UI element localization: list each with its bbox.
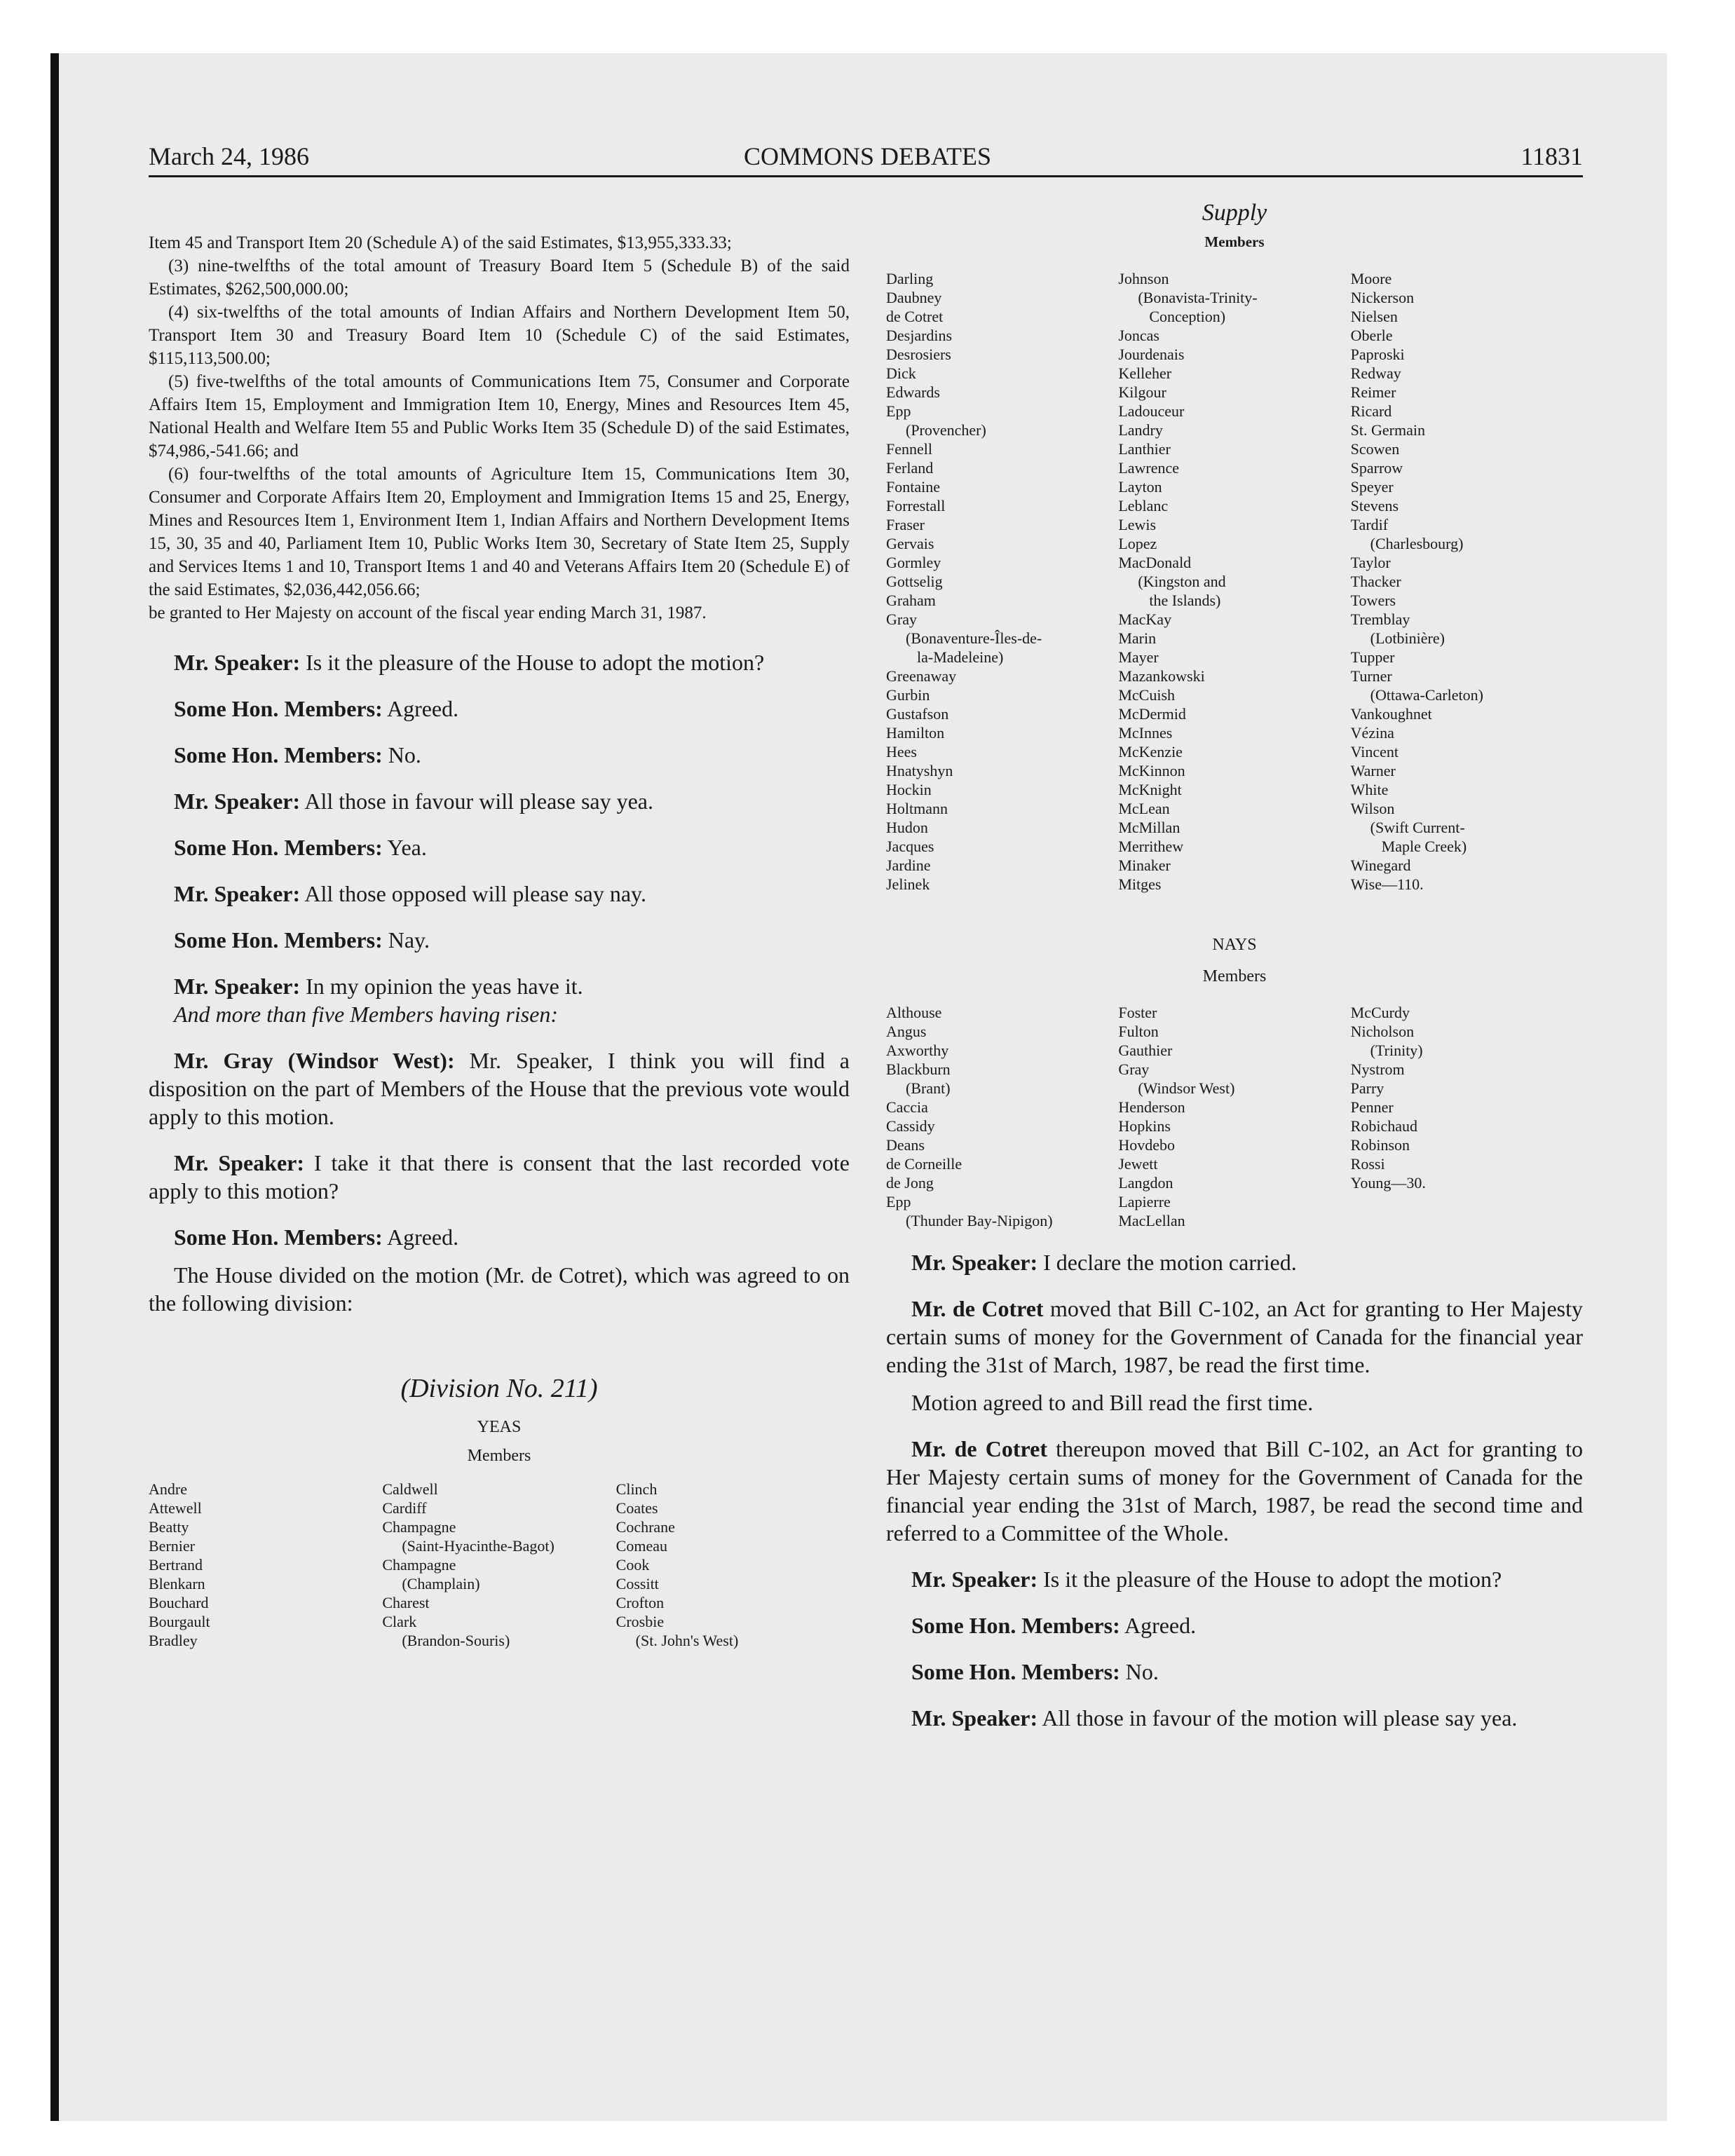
member-name: Landry	[1118, 421, 1163, 439]
member-name: (Kingston and	[1138, 573, 1226, 590]
member-name: Greenaway	[886, 667, 957, 685]
member-name: Hockin	[886, 781, 932, 798]
speaker-name: Mr. de Cotret	[911, 1436, 1048, 1461]
speech: Some Hon. Members: No.	[174, 742, 421, 767]
member-name: Clark	[382, 1613, 417, 1630]
member-name: Gray	[1118, 1060, 1150, 1078]
member-name: Darling	[886, 270, 934, 287]
member-name: MacDonald	[1118, 554, 1192, 571]
name-column	[886, 1003, 1118, 1230]
speaker-name: Mr. Speaker:	[174, 789, 301, 814]
member-name: (Swift Current-	[1370, 819, 1465, 836]
speech: Mr. de Cotret thereupon moved that Bill C-102, an Act for granting to Her Majesty certain sums of money for the Government of Canada for the financial year ending the 31st of March, 1987, be read the second time and referred to a Committee of the Whole.	[886, 1436, 1584, 1546]
member-name: Desrosiers	[886, 346, 951, 363]
member-name: (Bonaventure-Îles-de-	[906, 629, 1042, 647]
header-rule	[149, 175, 1583, 177]
member-name: (Charlesbourg)	[1370, 535, 1464, 552]
left-column	[149, 231, 850, 1650]
member-name: Bernier	[149, 1537, 195, 1555]
speaker-name: Mr. Speaker:	[911, 1250, 1038, 1275]
nays-heading: NAYS	[1212, 936, 1257, 954]
debate-right	[886, 1248, 1583, 1732]
member-name: (Bonavista-Trinity-	[1138, 289, 1258, 306]
member-name: (St. John's West)	[635, 1632, 739, 1649]
members-heading: Members	[467, 1447, 531, 1465]
member-name: Blackburn	[886, 1060, 951, 1078]
member-name: Bertrand	[149, 1556, 203, 1574]
member-name: McDermid	[1118, 705, 1186, 723]
speaker-name: Mr. Speaker:	[174, 1150, 305, 1175]
member-name: Crofton	[615, 1594, 665, 1611]
speech: Mr. Speaker: I take it that there is consent that the last recorded vote apply to this motion?	[149, 1150, 850, 1203]
estimates-item: (3) nine-twelfths of the total amount of Treasury Board Item 5 (Schedule B) of the said Estimates, $262,500,000.00;	[149, 257, 850, 299]
member-name: (Provencher)	[906, 421, 986, 439]
member-name: Vézina	[1350, 724, 1394, 742]
member-name: McCuish	[1118, 686, 1176, 704]
name-column	[382, 1480, 615, 1650]
member-name: Charest	[382, 1594, 430, 1611]
member-name: Gervais	[886, 535, 934, 552]
member-name: Penner	[1350, 1098, 1394, 1116]
member-name: Thacker	[1350, 573, 1401, 590]
speech: Some Hon. Members: Agreed.	[174, 1224, 459, 1250]
speaker-name: Mr. Speaker:	[174, 974, 301, 999]
speaker-name: Some Hon. Members:	[174, 927, 383, 953]
member-name: Merrithew	[1118, 838, 1184, 855]
member-name: Caldwell	[382, 1480, 438, 1498]
member-name: (Saint-Hyacinthe-Bagot)	[402, 1537, 554, 1555]
member-name: Jardine	[886, 857, 931, 874]
speech: Some Hon. Members: Nay.	[174, 927, 430, 953]
member-name: the Islands)	[1149, 592, 1221, 609]
speaker-name: Mr. Speaker:	[911, 1567, 1038, 1592]
name-column	[1351, 1003, 1583, 1230]
member-name: Towers	[1350, 592, 1396, 609]
scan-edge	[50, 53, 59, 2121]
member-name: St. Germain	[1350, 421, 1425, 439]
member-name: Coates	[615, 1499, 658, 1517]
member-name: Angus	[886, 1023, 927, 1040]
estimates-conclusion: be granted to Her Majesty on account of the fiscal year ending March 31, 1987.	[149, 603, 707, 622]
speaker-name: Mr. Speaker:	[911, 1705, 1038, 1731]
member-name: McMillan	[1118, 819, 1181, 836]
member-name: Winegard	[1350, 857, 1411, 874]
member-name: Layton	[1118, 478, 1162, 496]
section-title: Supply	[1202, 200, 1267, 226]
member-name: Cassidy	[886, 1117, 935, 1135]
member-name: (Champlain)	[402, 1575, 480, 1592]
member-name: Tremblay	[1350, 610, 1410, 628]
member-name: Jacques	[886, 838, 934, 855]
member-name: Cardiff	[382, 1499, 427, 1517]
member-name: Lewis	[1118, 516, 1157, 533]
speech: Some Hon. Members: No.	[911, 1659, 1159, 1684]
member-name: Henderson	[1118, 1098, 1185, 1116]
member-name: Edwards	[886, 383, 940, 401]
member-name: MacLellan	[1118, 1212, 1185, 1229]
member-name: Sparrow	[1350, 459, 1403, 477]
member-name: Gray	[886, 610, 917, 628]
member-name: Clinch	[615, 1480, 658, 1498]
member-name: Kilgour	[1118, 383, 1166, 401]
member-name: Mitges	[1118, 875, 1162, 893]
member-name: McKenzie	[1118, 743, 1183, 760]
member-name: Nicholson	[1350, 1023, 1415, 1040]
division-intro: The House divided on the motion (Mr. de Cotret), which was agreed to on the following division:	[149, 1262, 850, 1316]
member-name: Turner	[1350, 667, 1392, 685]
member-name: Holtmann	[886, 800, 948, 817]
member-name: Scowen	[1350, 440, 1400, 458]
name-column	[886, 269, 1118, 894]
yeas-list-left	[149, 1480, 850, 1650]
member-name: (Ottawa-Carleton)	[1370, 686, 1483, 704]
header-page-number: 11831	[1520, 142, 1583, 170]
speaker-name: Some Hon. Members:	[174, 1224, 383, 1250]
member-name: Desjardins	[886, 327, 953, 344]
member-name: Axworthy	[886, 1042, 949, 1059]
statement: Motion agreed to and Bill read the first time.	[911, 1390, 1314, 1415]
member-name: Lawrence	[1118, 459, 1180, 477]
speech: Mr. Speaker: All those opposed will please say nay.	[174, 881, 646, 906]
member-name: Nickerson	[1350, 289, 1415, 306]
speech: Mr. Speaker: In my opinion the yeas have it.	[174, 974, 583, 999]
member-name: Hees	[886, 743, 917, 760]
member-name: Parry	[1350, 1079, 1384, 1097]
member-name: Fulton	[1118, 1023, 1159, 1040]
estimates-item: (4) six-twelfths of the total amounts of Indian Affairs and Northern Development Item 50, Transport Item 30 and Treasury Board Item 10 (Schedule C) of the said Estimates, $115,113,500.00;	[149, 303, 850, 368]
member-name: White	[1350, 781, 1389, 798]
member-name: Stevens	[1350, 497, 1399, 514]
member-name: Fraser	[886, 516, 925, 533]
member-name: Paproski	[1350, 346, 1405, 363]
member-name: Tardif	[1350, 516, 1389, 533]
member-name: Taylor	[1350, 554, 1391, 571]
member-name: McInnes	[1118, 724, 1173, 742]
member-name: Maple Creek)	[1381, 838, 1467, 855]
member-name: de Cotret	[886, 308, 944, 325]
member-name: Hnatyshyn	[886, 762, 953, 779]
member-name: (Trinity)	[1370, 1042, 1423, 1059]
name-column	[616, 1480, 850, 1650]
member-name: McLean	[1118, 800, 1170, 817]
member-name: Lapierre	[1118, 1193, 1171, 1210]
member-name: Bouchard	[149, 1594, 209, 1611]
member-name: Cossitt	[615, 1575, 659, 1592]
speech: Mr. de Cotret moved that Bill C-102, an Act for granting to Her Majesty certain sums of money for the Government of Canada for the financial year ending the 31st of March, 1987, be read the first time.	[886, 1296, 1584, 1377]
estimates-item: (6) four-twelfths of the total amounts of Agriculture Item 15, Communications Item 30, Consumer and Corporate Affairs Item 20, Employment and Immigration Items 15 and 25, Energy, Mines and Resources Item 1, Environment Item 1, Indian Affairs and Northern Development Items 15, 30, 35 and 40, Parliament Item 10, Public Works Item 30, Secretary of State Item 25, Supply and Services Items 1 and 10, Transport Items 1 and 40 and Veterans Affairs Item 20 (Schedule E) of the said Estimates, $2,036,442,056.66;	[149, 465, 850, 599]
member-name: Dick	[886, 364, 916, 382]
member-name: Gurbin	[886, 686, 930, 704]
member-name: Ladouceur	[1118, 402, 1185, 420]
member-name: Johnson	[1118, 270, 1169, 287]
member-name: MacKay	[1118, 610, 1172, 628]
member-name: Cook	[615, 1556, 650, 1574]
member-name: Marin	[1118, 629, 1157, 647]
member-name: Mazankowski	[1118, 667, 1205, 685]
estimates-item: Item 45 and Transport Item 20 (Schedule A) of the said Estimates, $13,955,333.33;	[149, 233, 732, 252]
member-name: Hopkins	[1118, 1117, 1171, 1135]
member-name: Lanthier	[1118, 440, 1171, 458]
member-name: Vincent	[1350, 743, 1399, 760]
member-name: Caccia	[886, 1098, 928, 1116]
member-name: Cochrane	[615, 1518, 675, 1536]
member-name: Speyer	[1350, 478, 1394, 496]
member-name: (Brandon-Souris)	[402, 1632, 510, 1649]
member-name: Gottselig	[886, 573, 943, 590]
member-name: Young—30.	[1350, 1174, 1426, 1192]
member-name: Daubney	[886, 289, 942, 306]
member-name: Gustafson	[886, 705, 949, 723]
member-name: Foster	[1118, 1004, 1157, 1021]
member-name: (Lotbinière)	[1370, 629, 1445, 647]
speaker-name: Mr. Speaker:	[174, 881, 301, 906]
speech: Mr. Speaker: Is it the pleasure of the House to adopt the motion?	[174, 650, 765, 675]
member-name: Fontaine	[886, 478, 940, 496]
member-name: Champagne	[382, 1556, 456, 1574]
yeas-heading: YEAS	[477, 1418, 522, 1436]
members-heading: Members	[1202, 967, 1267, 985]
right-column	[886, 200, 1583, 1732]
speech: Mr. Speaker: I declare the motion carried.	[911, 1250, 1297, 1275]
name-column	[1118, 1003, 1350, 1230]
member-name: Ricard	[1350, 402, 1392, 420]
speaker-name: Mr. Gray (Windsor West):	[174, 1048, 455, 1073]
name-column	[149, 1480, 382, 1650]
member-name: Robichaud	[1350, 1117, 1417, 1135]
speaker-name: Some Hon. Members:	[911, 1613, 1120, 1638]
speaker-name: Mr. Speaker:	[174, 650, 301, 675]
member-name: Graham	[886, 592, 936, 609]
member-name: Andre	[149, 1480, 187, 1498]
speech: Mr. Speaker: All those in favour will please say yea.	[174, 789, 653, 814]
member-name: Beatty	[149, 1518, 189, 1536]
member-name: Oberle	[1350, 327, 1393, 344]
member-name: Joncas	[1118, 327, 1159, 344]
member-name: Attewell	[149, 1499, 202, 1517]
member-name: Jelinek	[886, 875, 930, 893]
speaker-name: Mr. de Cotret	[911, 1296, 1044, 1321]
member-name: Wilson	[1350, 800, 1395, 817]
header-date: March 24, 1986	[149, 142, 309, 170]
member-name: Mayer	[1118, 648, 1159, 666]
speech: Some Hon. Members: Yea.	[174, 835, 427, 860]
speech: Some Hon. Members: Agreed.	[174, 696, 459, 721]
member-name: Vankoughnet	[1350, 705, 1432, 723]
speech: Mr. Speaker: Is it the pleasure of the House to adopt the motion?	[911, 1567, 1502, 1592]
speech: Mr. Speaker: All those in favour of the motion will please say yea.	[911, 1705, 1518, 1731]
member-name: Fennell	[886, 440, 932, 458]
member-name: Conception)	[1149, 308, 1226, 325]
stage-direction: And more than five Members having risen:	[174, 1002, 559, 1027]
member-name: Gauthier	[1118, 1042, 1173, 1059]
speech: Some Hon. Members: Agreed.	[911, 1613, 1197, 1638]
estimates-list	[149, 231, 850, 625]
member-name: Robinson	[1350, 1136, 1410, 1154]
member-name: Bourgault	[149, 1613, 210, 1630]
member-name: McKnight	[1118, 781, 1182, 798]
member-name: Forrestall	[886, 497, 946, 514]
member-name: Nielsen	[1350, 308, 1398, 325]
member-name: Bradley	[149, 1632, 198, 1649]
member-name: Epp	[886, 1193, 911, 1210]
member-name: la-Madeleine)	[917, 648, 1004, 666]
member-name: Redway	[1350, 364, 1401, 382]
member-name: Kelleher	[1118, 364, 1172, 382]
member-name: Champagne	[382, 1518, 456, 1536]
speaker-name: Some Hon. Members:	[174, 696, 383, 721]
division-title: (Division No. 211)	[400, 1374, 598, 1403]
member-name: Wise—110.	[1350, 875, 1424, 893]
member-name: Epp	[886, 402, 911, 420]
member-name: Tupper	[1350, 648, 1395, 666]
member-name: Blenkarn	[149, 1575, 205, 1592]
member-name: Comeau	[615, 1537, 667, 1555]
name-column	[1118, 269, 1350, 894]
member-name: (Thunder Bay-Nipigon)	[906, 1212, 1053, 1229]
members-heading: Members	[1204, 233, 1265, 250]
member-name: Moore	[1350, 270, 1392, 287]
member-name: Gormley	[886, 554, 941, 571]
name-column	[1351, 269, 1583, 894]
member-name: Hamilton	[886, 724, 945, 742]
member-name: Althouse	[886, 1004, 942, 1021]
member-name: Minaker	[1118, 857, 1171, 874]
member-name: Rossi	[1350, 1155, 1385, 1173]
member-name: Hudon	[886, 819, 928, 836]
member-name: McKinnon	[1118, 762, 1185, 779]
speaker-name: Some Hon. Members:	[174, 742, 383, 767]
member-name: Deans	[886, 1136, 925, 1154]
yeas-list-right	[886, 269, 1583, 894]
member-name: Lopez	[1118, 535, 1157, 552]
member-name: Nystrom	[1350, 1060, 1405, 1078]
member-name: McCurdy	[1350, 1004, 1410, 1021]
debate-left	[149, 648, 850, 1317]
member-name: Langdon	[1118, 1174, 1173, 1192]
member-name: Leblanc	[1118, 497, 1169, 514]
speaker-name: Some Hon. Members:	[911, 1659, 1120, 1684]
member-name: Warner	[1350, 762, 1396, 779]
speech: Mr. Gray (Windsor West): Mr. Speaker, I think you will find a disposition on the part of Members of the House that the previous vote would apply to this motion.	[149, 1048, 850, 1129]
member-name: de Jong	[886, 1174, 934, 1192]
member-name: Ferland	[886, 459, 934, 477]
member-name: de Corneille	[886, 1155, 962, 1173]
member-name: Hovdebo	[1118, 1136, 1175, 1154]
speaker-name: Some Hon. Members:	[174, 835, 383, 860]
member-name: Jourdenais	[1118, 346, 1185, 363]
member-name: Crosbie	[615, 1613, 665, 1630]
estimates-item: (5) five-twelfths of the total amounts of Communications Item 75, Consumer and Corporate Affairs Item 15, Employment and Immigration Item 10, Energy, Mines and Resources Item 45, National Health and Welfare Item 55 and Public Works Item 35 (Schedule D) of the said Estimates, $74,986,-541.66; and	[149, 372, 850, 460]
member-name: Reimer	[1350, 383, 1396, 401]
header-title: COMMONS DEBATES	[743, 142, 992, 170]
member-name: (Brant)	[906, 1079, 951, 1097]
nays-list	[886, 1003, 1583, 1230]
member-name: (Windsor West)	[1138, 1079, 1235, 1097]
member-name: Jewett	[1118, 1155, 1158, 1173]
